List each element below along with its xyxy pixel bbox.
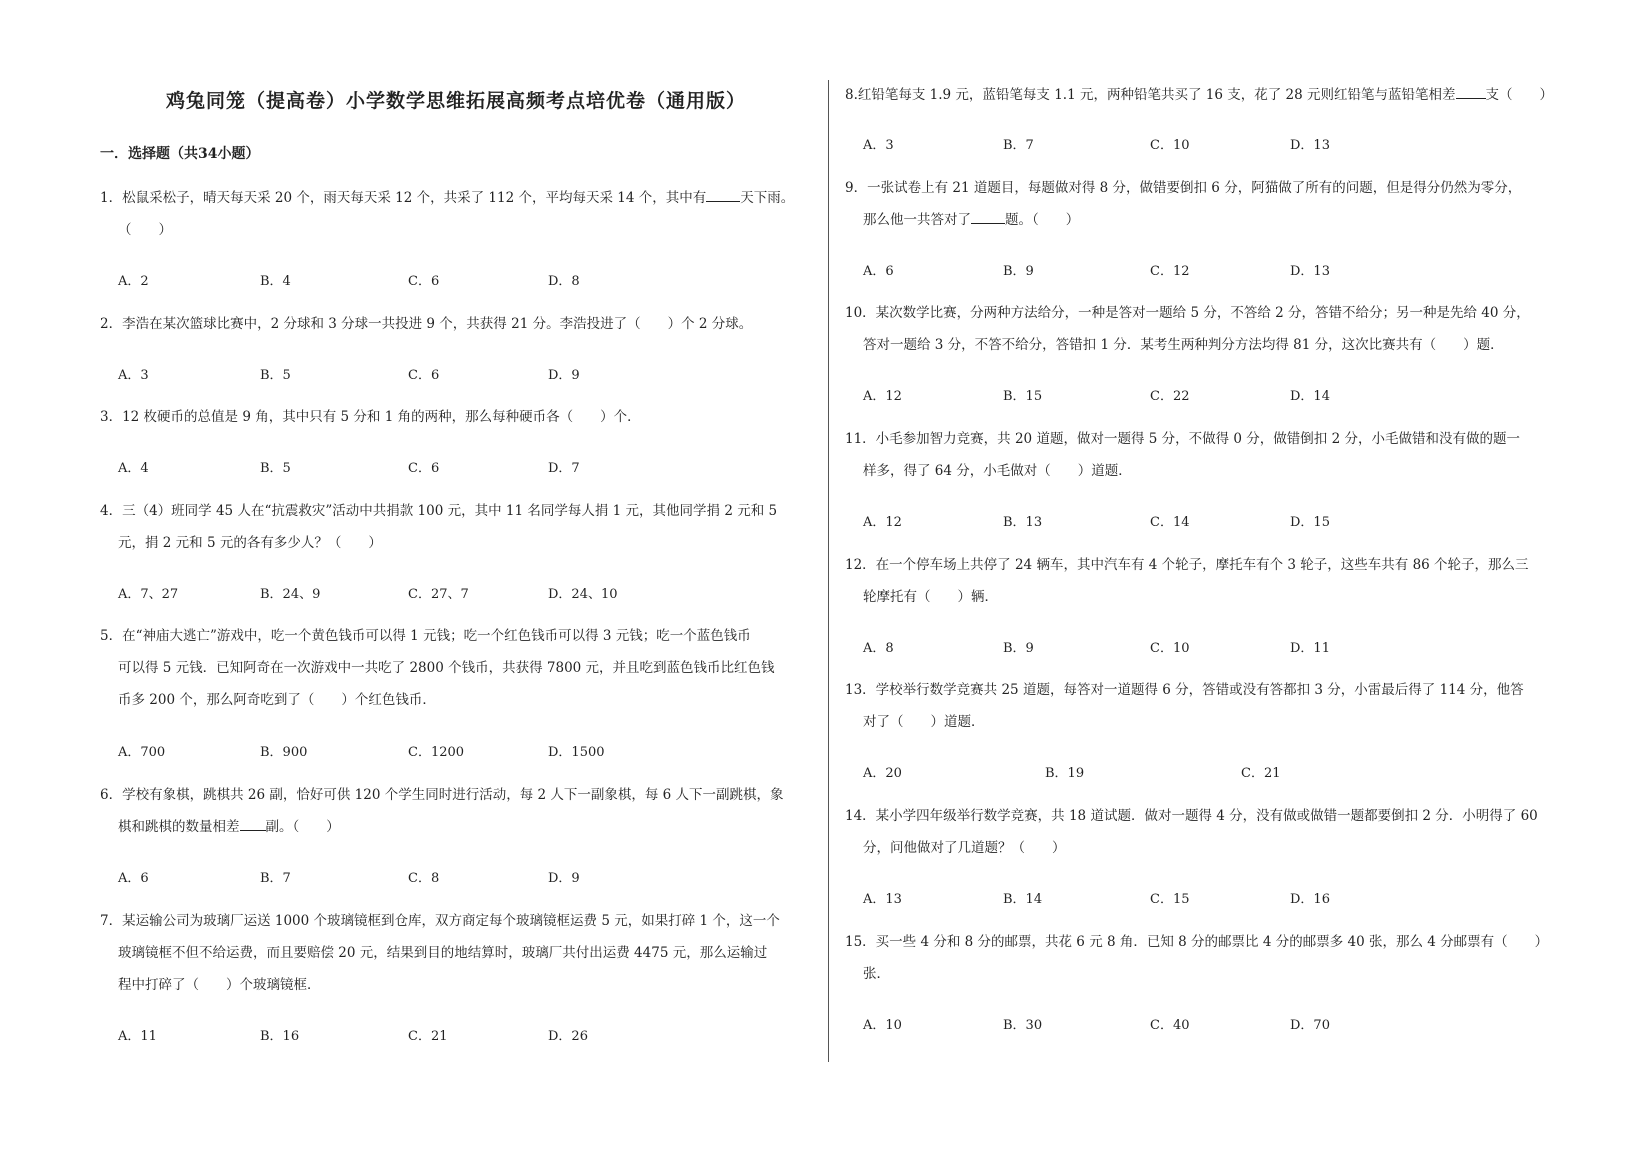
question-12: 12．在一个停车场上共停了 24 辆车，其中汽车有 4 个轮子，摩托车有个 3 轮子，这些车共有 86 个轮子，那么三 轮摩托有（ ）辆． bbox=[845, 557, 1529, 605]
section-heading: 一．选择题（共34小题） bbox=[100, 146, 260, 162]
option-c: C．10 bbox=[1150, 138, 1190, 153]
column-divider bbox=[828, 80, 829, 1062]
option-d: D．9 bbox=[548, 871, 580, 886]
answer-blank bbox=[971, 209, 1005, 224]
option-c: C．1200 bbox=[408, 745, 465, 760]
option-a: A．4 bbox=[118, 461, 149, 476]
option-b: B．900 bbox=[260, 745, 308, 760]
question-9: 9．一张试卷上有 21 道题目，每题做对得 8 分，做错要倒扣 6 分，阿猫做了所有的问题，但是得分仍然为零分， 那么他一共答对了 题。（ ） bbox=[845, 180, 1522, 228]
option-c: C．6 bbox=[408, 461, 440, 476]
option-a: A．700 bbox=[118, 745, 166, 760]
option-d: D．7 bbox=[548, 461, 580, 476]
question-8: 8.红铅笔每支 1.9 元，蓝铅笔每支 1.1 元，两种铅笔共买了 16 支，花了 28 元则红铅笔与蓝铅笔相差 支（ ） bbox=[845, 79, 1553, 111]
question-4: 4．三（4）班同学 45 人在“抗震救灾”活动中共捐款 100 元，其中 11 名同学每人捐 1 元，其他同学捐 2 元和 5 元，捐 2 元和 5 元的各有多少人？（ ） bbox=[100, 503, 778, 551]
option-c: C．14 bbox=[1150, 515, 1190, 530]
option-d: D．8 bbox=[548, 274, 580, 289]
option-a: A．13 bbox=[863, 892, 902, 907]
page-title: 鸡兔同笼（提高卷）小学数学思维拓展高频考点培优卷（通用版） bbox=[165, 90, 746, 112]
option-d: D．70 bbox=[1290, 1018, 1330, 1033]
option-c: C．15 bbox=[1150, 892, 1190, 907]
option-d: D．13 bbox=[1290, 138, 1330, 153]
option-c: C．22 bbox=[1150, 389, 1190, 404]
option-c: C．6 bbox=[408, 274, 440, 289]
option-d: D．14 bbox=[1290, 389, 1330, 404]
option-a: A．11 bbox=[118, 1029, 157, 1044]
option-b: B．16 bbox=[260, 1029, 300, 1044]
option-b: B．9 bbox=[1003, 641, 1034, 656]
option-d: D．9 bbox=[548, 368, 580, 383]
question-2: 2．李浩在某次篮球比赛中，2 分球和 3 分球一共投进 9 个，共获得 21 分。李浩投进了（ ）个 2 分球。 bbox=[100, 316, 753, 332]
option-c: C．21 bbox=[1241, 766, 1281, 781]
option-c: C．6 bbox=[408, 368, 440, 383]
question-13: 13．学校举行数学竞赛共 25 道题，每答对一道题得 6 分，答错或没有答都扣 3 分，小雷最后得了 114 分，他答 对了（ ）道题． bbox=[845, 682, 1524, 730]
option-a: A．6 bbox=[118, 871, 149, 886]
option-b: B．13 bbox=[1003, 515, 1043, 530]
option-c: C．40 bbox=[1150, 1018, 1190, 1033]
option-d: D．1500 bbox=[548, 745, 605, 760]
option-a: A．2 bbox=[118, 274, 149, 289]
option-a: A．8 bbox=[863, 641, 894, 656]
option-a: A．12 bbox=[863, 515, 902, 530]
question-6: 6．学校有象棋，跳棋共 26 副，恰好可供 120 个学生同时进行活动，每 2 人下一副象棋，每 6 人下一副跳棋，象 棋和跳棋的数量相差 副。（ ） bbox=[100, 787, 784, 835]
question-3: 3．12 枚硬币的总值是 9 角，其中只有 5 分和 1 角的两种，那么每种硬币各（ ）个． bbox=[100, 409, 641, 425]
option-c: C．27、7 bbox=[408, 587, 469, 602]
option-d: D．24、10 bbox=[548, 587, 618, 602]
option-a: A．3 bbox=[863, 138, 894, 153]
option-a: A．3 bbox=[118, 368, 149, 383]
option-a: A．20 bbox=[863, 766, 902, 781]
option-b: B．30 bbox=[1003, 1018, 1043, 1033]
option-b: B．7 bbox=[260, 871, 291, 886]
question-1: 1．松鼠采松子，晴天每天采 20 个，雨天每天采 12 个，共采了 112 个，平均每天采 14 个，其中有 天下雨。 （ ） bbox=[100, 182, 794, 246]
option-d: D．13 bbox=[1290, 264, 1330, 279]
option-d: D．11 bbox=[1290, 641, 1330, 656]
option-c: C．8 bbox=[408, 871, 440, 886]
question-11: 11．小毛参加智力竞赛，共 20 道题，做对一题得 5 分，不做得 0 分，做错倒扣 2 分，小毛做错和没有做的题一 样多，得了 64 分，小毛做对（ ）道题． bbox=[845, 431, 1520, 479]
option-c: C．12 bbox=[1150, 264, 1190, 279]
option-b: B．5 bbox=[260, 461, 291, 476]
option-b: B．5 bbox=[260, 368, 291, 383]
option-b: B．9 bbox=[1003, 264, 1034, 279]
option-b: B．24、9 bbox=[260, 587, 321, 602]
question-5: 5．在“神庙大逃亡”游戏中，吃一个黄色钱币可以得 1 元钱；吃一个红色钱币可以得 3 元钱；吃一个蓝色钱币 可以得 5 元钱．已知阿奇在一次游戏中一共吃了 2800 个钱币，共获得 7800 元，并且吃到蓝色钱币比红色钱 币多 200 个，那么阿奇吃到了（ ）个红色钱币． bbox=[100, 628, 775, 708]
option-b: B．14 bbox=[1003, 892, 1043, 907]
option-a: A．10 bbox=[863, 1018, 902, 1033]
option-b: B．4 bbox=[260, 274, 291, 289]
option-b: B．15 bbox=[1003, 389, 1043, 404]
option-d: D．26 bbox=[548, 1029, 588, 1044]
option-d: D．16 bbox=[1290, 892, 1330, 907]
option-b: B．19 bbox=[1045, 766, 1085, 781]
answer-blank bbox=[1456, 84, 1486, 99]
question-15: 15．买一些 4 分和 8 分的邮票，共花 6 元 8 角．已知 8 分的邮票比 4 分的邮票多 40 张，那么 4 分邮票有（ ） 张． bbox=[845, 934, 1549, 982]
option-c: C．10 bbox=[1150, 641, 1190, 656]
option-b: B．7 bbox=[1003, 138, 1034, 153]
option-a: A．7、27 bbox=[118, 587, 179, 602]
question-7: 7．某运输公司为玻璃厂运送 1000 个玻璃镜框到仓库，双方商定每个玻璃镜框运费 5 元，如果打碎 1 个，这一个 玻璃镜框不但不给运费，而且要赔偿 20 元，结果到目的地结算时，玻璃厂共付出运费 4475 元，那么运输过 程中打碎了（ ）个玻璃镜框． bbox=[100, 913, 780, 993]
option-a: A．6 bbox=[863, 264, 894, 279]
option-d: D．15 bbox=[1290, 515, 1330, 530]
answer-blank bbox=[706, 187, 740, 202]
option-c: C．21 bbox=[408, 1029, 448, 1044]
answer-blank bbox=[240, 816, 266, 831]
question-14: 14．某小学四年级举行数学竞赛，共 18 道试题．做对一题得 4 分，没有做或做错一题都要倒扣 2 分．小明得了 60 分，问他做对了几道题？（ ） bbox=[845, 808, 1538, 856]
option-a: A．12 bbox=[863, 389, 902, 404]
question-10: 10．某次数学比赛，分两种方法给分，一种是答对一题给 5 分，不答给 2 分，答错不给分；另一种是先给 40 分， 答对一题给 3 分，不答不给分，答错扣 1 分．某考生两种判分方法均得 81 分，这次比赛共有（ ）题． bbox=[845, 305, 1530, 353]
